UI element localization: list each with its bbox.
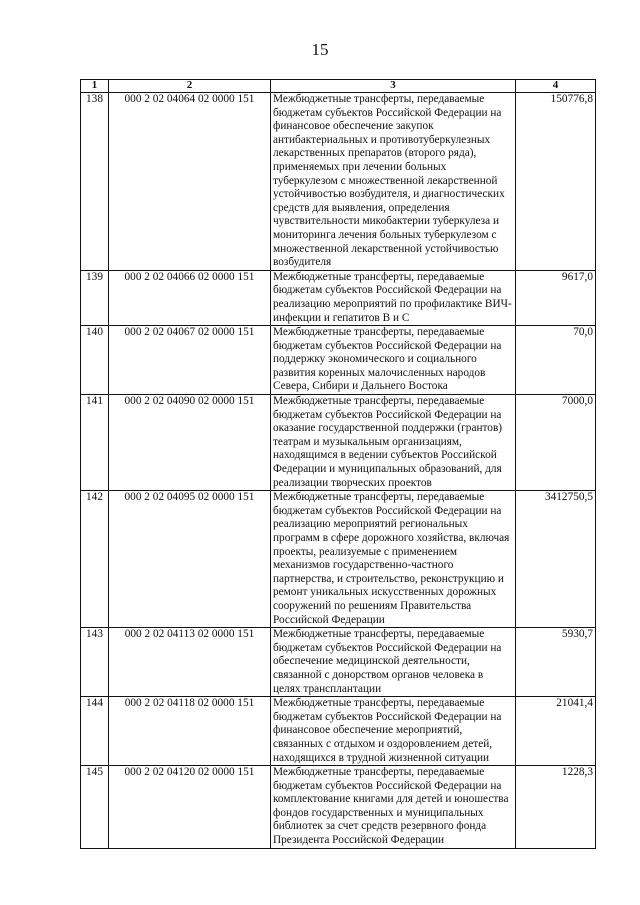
column-header-1: 1 [81,80,109,93]
budget-code: 000 2 02 04067 02 0000 151 [109,326,271,395]
row-description: Межбюджетные трансферты, передаваемые бюджетам субъектов Российской Федерации на реализацию мероприятий региональных программ в сфере дорожного хозяйства, включая проекты, реализуемые с применением механизмов государственно-частного партнерства, и строительство, реконструкцию и ремонт уникальных искусственных дорожных сооружений по решениям Правительства Российской Федерации [271,491,516,628]
table-row [81,697,596,766]
row-amount: 7000,0 [516,395,596,491]
budget-code: 000 2 02 04120 02 0000 151 [109,766,271,849]
budget-code: 000 2 02 04095 02 0000 151 [109,491,271,628]
row-amount: 9617,0 [516,270,596,325]
budget-code: 000 2 02 04118 02 0000 151 [109,697,271,766]
row-amount: 3412750,5 [516,491,596,628]
row-number: 142 [81,491,109,628]
page-number: 15 [311,40,329,59]
column-header-2: 2 [109,80,271,93]
table-row [81,395,596,491]
row-amount: 21041,4 [516,697,596,766]
row-number: 140 [81,326,109,395]
row-description: Межбюджетные трансферты, передаваемые бюджетам субъектов Российской Федерации на финансовое обеспечение мероприятий, связанных с отдыхом и оздоровлением детей, находящихся в трудной жизненной ситуации [271,697,516,766]
table-row [81,628,596,697]
table-row [81,270,596,325]
row-number: 139 [81,270,109,325]
row-number: 141 [81,395,109,491]
row-number: 144 [81,697,109,766]
budget-code: 000 2 02 04064 02 0000 151 [109,93,271,271]
row-amount: 1228,3 [516,766,596,849]
row-description: Межбюджетные трансферты, передаваемые бюджетам субъектов Российской Федерации на обеспечение медицинской деятельности, связанной с донорством органов человека в целях трансплантации [271,628,516,697]
table-row [81,491,596,628]
table-row [81,93,596,271]
row-number: 138 [81,93,109,271]
table-row [81,326,596,395]
column-header-3: 3 [271,80,516,93]
table-row [81,766,596,849]
budget-code: 000 2 02 04113 02 0000 151 [109,628,271,697]
row-amount: 70,0 [516,326,596,395]
budget-code: 000 2 02 04090 02 0000 151 [109,395,271,491]
row-amount: 5930,7 [516,628,596,697]
budget-table [80,79,596,849]
budget-code: 000 2 02 04066 02 0000 151 [109,270,271,325]
row-description: Межбюджетные трансферты, передаваемые бюджетам субъектов Российской Федерации на комплектование книгами для детей и юношества фондов государственных и муниципальных библиотек за счет средств резервного фонда Президента Российской Федерации [271,766,516,849]
column-header-4: 4 [516,80,596,93]
row-description: Межбюджетные трансферты, передаваемые бюджетам субъектов Российской Федерации на поддержку экономического и социального развития коренных малочисленных народов Севера, Сибири и Дальнего Востока [271,326,516,395]
row-description: Межбюджетные трансферты, передаваемые бюджетам субъектов Российской Федерации на финансовое обеспечение закупок антибактериальных и противотуберкулезных лекарственных препаратов (второго ряда), применяемых при лечении больных туберкулезом с множественной лекарственной устойчивостью возбудителя, и диагностических средств для выявления, определения чувствительности микобактерии туберкулеза и мониторинга лечения больных туберкулезом с множественной лекарственной устойчивостью возбудителя [271,93,516,271]
row-amount: 150776,8 [516,93,596,271]
row-number: 145 [81,766,109,849]
row-description: Межбюджетные трансферты, передаваемые бюджетам субъектов Российской Федерации на реализацию мероприятий по профилактике ВИЧ-инфекции и гепатитов В и С [271,270,516,325]
table-header-row [81,80,596,93]
row-number: 143 [81,628,109,697]
row-description: Межбюджетные трансферты, передаваемые бюджетам субъектов Российской Федерации на оказание государственной поддержки (грантов) театрам и музыкальным организациям, находящимся в ведении субъектов Российской Федерации и муниципальных образований, для реализации творческих проектов [271,395,516,491]
